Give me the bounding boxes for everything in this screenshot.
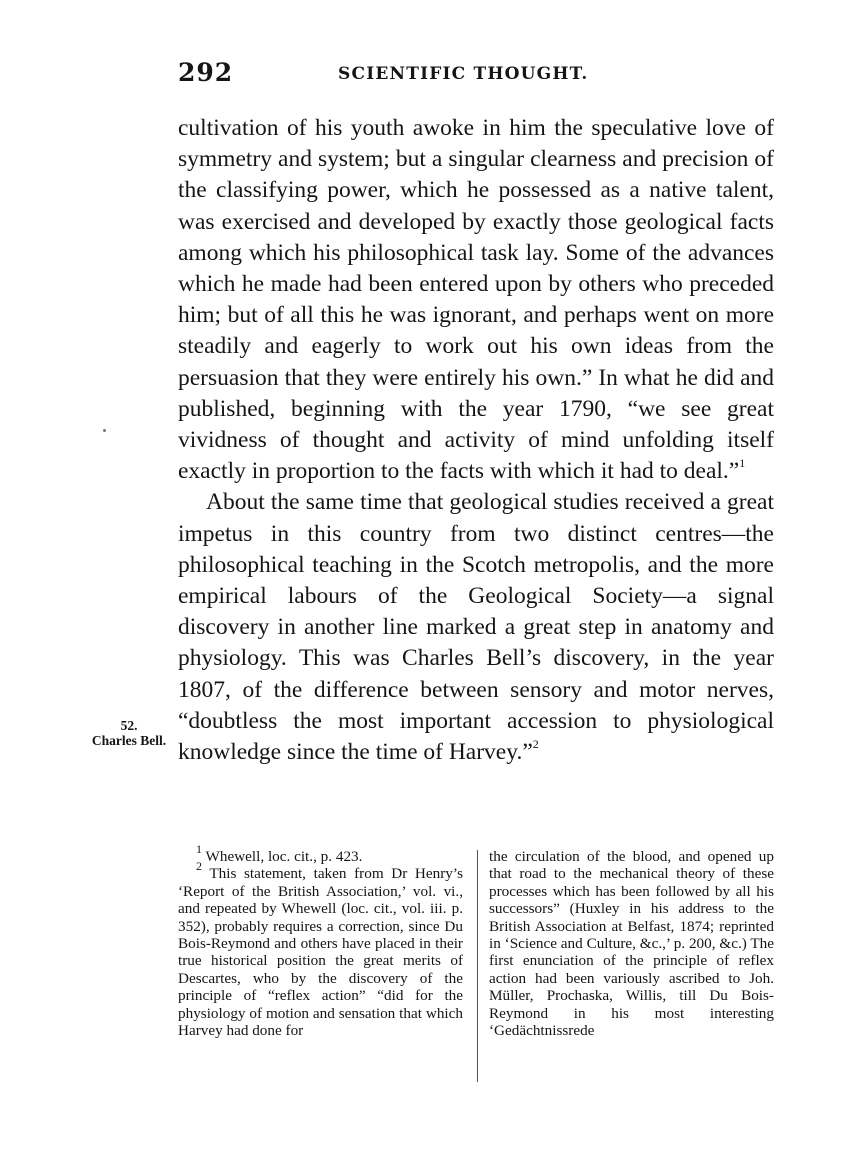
- paragraph-2-text: About the same time that geological studies received a great impetus in this country from two distinct centres—the philosophical teaching in the Scotch metropolis, and the more empirical labours of the Geological Society—a signal discovery in another line marked a great step in anatomy and physiology. This was Charles Bell’s discovery, in the year 1807, of the difference between sensory and motor nerves, “doubtless the most important accession to physiological knowledge since the time of Harvey.”: [178, 489, 774, 766]
- main-text: [178, 113, 774, 768]
- footnote-2-mark: 2: [196, 859, 202, 874]
- footnote-ref-2: 2: [532, 737, 539, 752]
- paragraph-1-text: cultivation of his youth awoke in him the speculative love of symmetry and system; but a singular clearness and precision of the classifying power, which he possessed as a native talent, was exercised and developed by exactly those geological facts among which his philosophical task lay. Some of the advances which he made had been entered upon by others who preceded him; but of all this he was ignorant, and perhaps went on more steadily and eagerly to work out his own ideas from the persuasion that they were entirely his own.” In what he did and published, beginning with the year 1790, “we see great vividness of thought and activity of mind unfolding itself exactly in proportion to the facts with which it had to deal.”: [178, 115, 774, 485]
- footnote-1-mark: 1: [196, 841, 202, 856]
- footnote-ref-1: 1: [739, 456, 746, 471]
- margin-note: [84, 718, 174, 748]
- footnote-2-text-right: the circulation of the blood, and opened up that road to the mechanical theory of these processes which has been followed by all his successors” (Huxley in his address to the British Association at Belfast, 1874; reprinted in ‘Science and Culture, &c.,’ p. 200, &c.) The first enunciation of the principle of reflex action had been variously ascribed to Joh. Müller, Prochaska, Willis, till Du Bois-Reymond in his most interesting ‘Gedächtnissrede: [489, 848, 774, 1040]
- running-head: SCIENTIFIC THOUGHT.: [338, 64, 589, 84]
- margin-note-number: 52.: [120, 718, 138, 733]
- footnote-column-left: [178, 841, 463, 1040]
- footnote-column-divider: [477, 850, 478, 1082]
- footnote-1: [178, 841, 463, 865]
- footnote-column-right: [489, 848, 774, 1039]
- paragraph-2: [178, 487, 774, 768]
- stray-mark: [103, 429, 106, 432]
- footnote-1-text: Whewell, loc. cit., p. 423.: [205, 848, 363, 865]
- page-number: 292: [178, 58, 234, 87]
- footnote-2-text-left: This statement, taken from Dr Henry’s ‘Report of the British Association,’ vol. vi., and repeated by Whewell (loc. cit., vol. iii. p. 352), probably requires a correction, since Du Bois-Reymond and others have placed in their true historical position the great merits of Descartes, who by the discovery of the principle of “reflex action” “did for the physiology of motion and sensation that which Harvey had done for: [178, 865, 463, 1040]
- paragraph-1: [178, 113, 774, 487]
- page-header: [178, 58, 774, 98]
- footnote-2-continued: [489, 848, 774, 1039]
- footnote-2: [178, 859, 463, 1040]
- footnotes: [178, 841, 774, 1088]
- margin-note-label: Charles Bell.: [91, 733, 167, 748]
